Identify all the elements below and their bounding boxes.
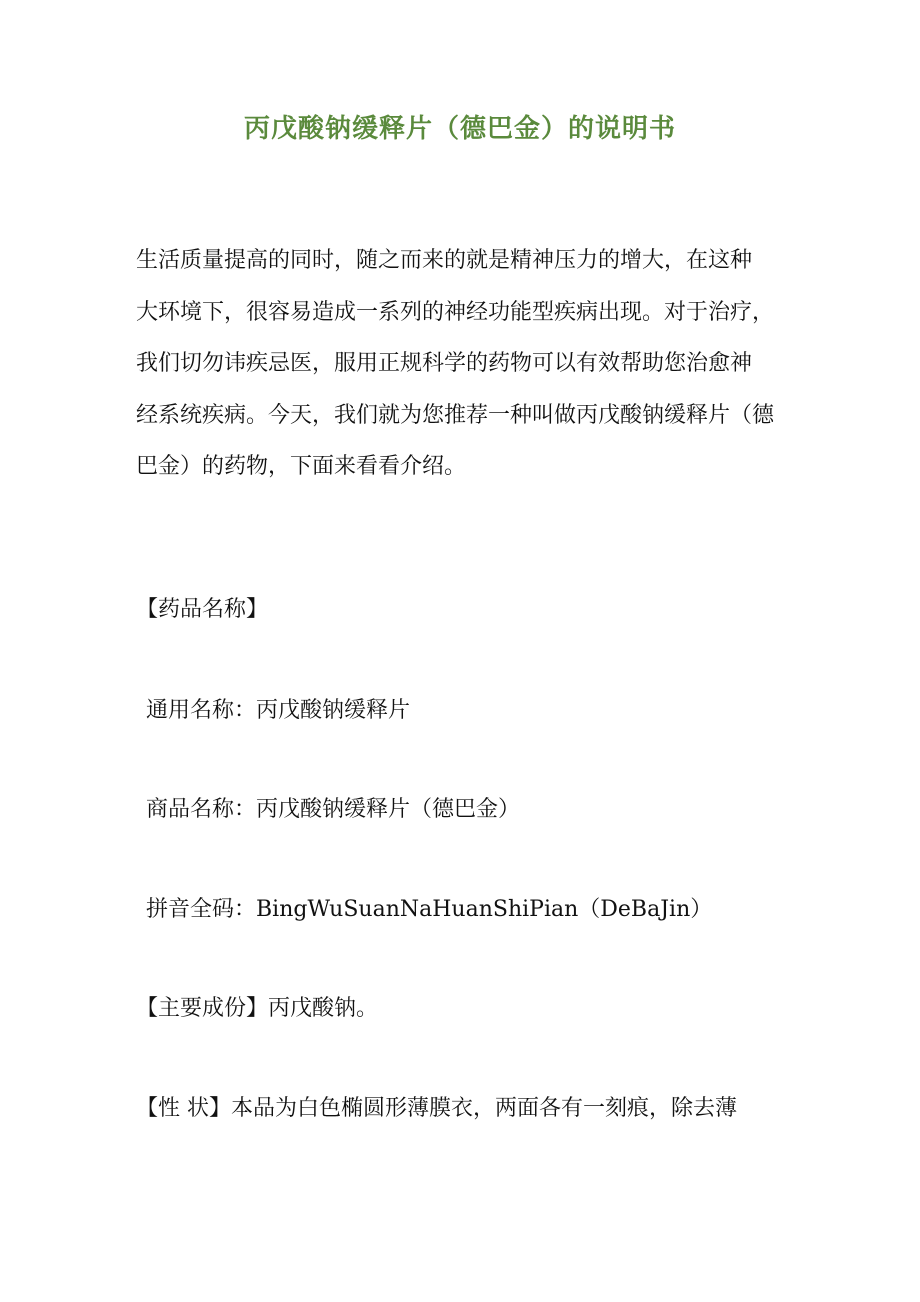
document-title: 丙戊酸钠缓释片（德巴金）的说明书 — [243, 114, 676, 144]
generic-name: 通用名称：丙戊酸钠缓释片 — [146, 698, 411, 723]
intro-line: 生活质量提高的同时，随之而来的就是精神压力的增大，在这种 — [136, 248, 753, 273]
intro-line: 大环境下，很容易造成一系列的神经功能型疾病出现。对于治疗， — [136, 299, 775, 325]
intro-paragraph — [136, 250, 796, 508]
appearance-section: 【性 状】本品为白色椭圆形薄膜衣，两面各有一刻痕，除去薄 — [136, 1096, 737, 1121]
ingredients-section: 【主要成份】丙戊酸钠。 — [136, 996, 379, 1021]
drug-name-heading: 【药品名称】 — [136, 597, 269, 622]
pinyin-code: 拼音全码：BingWuSuanNaHuanShiPian（DeBaJin） — [146, 897, 713, 922]
intro-line: 经系统疾病。今天，我们就为您推荐一种叫做丙戊酸钠缓释片（德 — [136, 402, 775, 428]
intro-line: 我们切勿讳疾忌医，服用正规科学的药物可以有效帮助您治愈神 — [136, 351, 753, 376]
trade-name: 商品名称：丙戊酸钠缓释片（德巴金） — [146, 797, 521, 822]
intro-line: 巴金）的药物，下面来看看介绍。 — [136, 454, 467, 479]
